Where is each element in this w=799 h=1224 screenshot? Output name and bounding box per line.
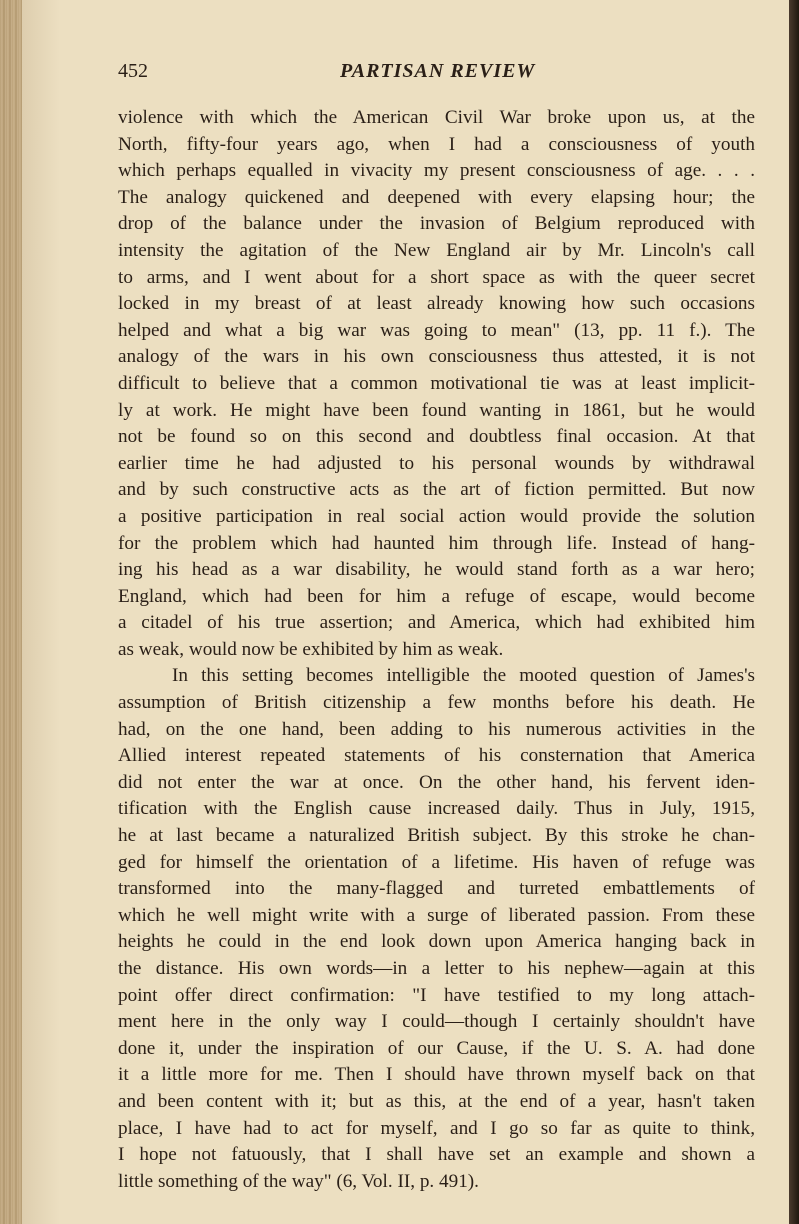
text-line: locked in my breast of at least already knowing how such occasions	[118, 293, 755, 315]
text-line: place, I have had to act for myself, and I go so far as quite to think,	[118, 1117, 755, 1139]
text-line: ment here in the only way I could—though I certainly shouldn't have	[118, 1011, 755, 1033]
text-line: ged for himself the orientation of a lifetime. His haven of refuge was	[118, 851, 755, 873]
text-line: England, which had been for him a refuge of escape, would become	[118, 585, 755, 607]
text-line: little something of the way" (6, Vol. II, p. 491).	[118, 1170, 479, 1192]
text-line: he at last became a naturalized British subject. By this stroke he chan-	[118, 825, 755, 847]
text-line: as weak, would now be exhibited by him as weak.	[118, 638, 504, 660]
text-line: tification with the English cause increased daily. Thus in July, 1915,	[118, 798, 755, 820]
text-line: a citadel of his true assertion; and America, which had exhibited him	[118, 612, 755, 634]
body-text	[118, 105, 755, 1195]
text-line: point offer direct confirmation: "I have testified to my long attach-	[118, 984, 755, 1006]
text-line: difficult to believe that a common motivational tie was at least implicit-	[118, 372, 755, 394]
running-header	[118, 60, 755, 86]
text-line: I hope not fatuously, that I shall have set an example and shown a	[118, 1144, 755, 1166]
text-line: and been content with it; but as this, at the end of a year, hasn't taken	[118, 1090, 755, 1112]
text-line: analogy of the wars in his own consciousness thus attested, it is not	[118, 346, 755, 368]
text-line: ing his head as a war disability, he would stand forth as a war hero;	[118, 559, 755, 581]
paragraph-start-line: In this setting becomes intelligible the mooted question of James's	[172, 665, 755, 687]
text-line: earlier time he had adjusted to his personal wounds by withdrawal	[118, 452, 755, 474]
text-line: assumption of British citizenship a few months before his death. He	[118, 692, 755, 714]
text-line: ly at work. He might have been found wanting in 1861, but he would	[118, 399, 755, 421]
text-line: helped and what a big war was going to mean" (13, pp. 11 f.). The	[118, 319, 755, 341]
text-line: had, on the one hand, been adding to his numerous activities in the	[118, 718, 755, 740]
text-line: done it, under the inspiration of our Cause, if the U. S. A. had done	[118, 1037, 755, 1059]
text-line: drop of the balance under the invasion of Belgium reproduced with	[118, 213, 755, 235]
text-line: to arms, and I went about for a short space as with the queer secret	[118, 266, 755, 288]
page-gutter	[0, 0, 22, 1224]
page-edge	[789, 0, 799, 1224]
text-line: The analogy quickened and deepened with every elapsing hour; the	[118, 186, 755, 208]
text-line: the distance. His own words—in a letter to his nephew—again at this	[118, 958, 755, 979]
text-line: which he well might write with a surge of liberated passion. From these	[118, 904, 755, 926]
text-line: and by such constructive acts as the art of fiction permitted. But now	[118, 479, 755, 501]
text-line: transformed into the many-flagged and turreted embattlements of	[118, 878, 755, 900]
text-line: for the problem which had haunted him through life. Instead of hang-	[118, 532, 755, 554]
text-line: not be found so on this second and doubtless final occasion. At that	[118, 426, 755, 448]
text-line: did not enter the war at once. On the other hand, his fervent iden-	[118, 771, 755, 793]
text-line: it a little more for me. Then I should have thrown myself back on that	[118, 1064, 755, 1086]
text-line: heights he could in the end look down upon America hanging back in	[118, 931, 755, 953]
text-line: intensity the agitation of the New England air by Mr. Lincoln's call	[118, 239, 755, 261]
text-line: violence with which the American Civil War broke upon us, at the	[118, 107, 755, 128]
text-line: Allied interest repeated statements of his consternation that America	[118, 745, 755, 767]
text-line: which perhaps equalled in vivacity my present consciousness of age. . . .	[118, 160, 755, 182]
text-line: North, fifty-four years ago, when I had a consciousness of youth	[118, 133, 755, 155]
running-title: PARTISAN REVIEW	[340, 60, 536, 82]
page-number: 452	[118, 60, 148, 82]
text-line: a positive participation in real social action would provide the solution	[118, 505, 755, 527]
